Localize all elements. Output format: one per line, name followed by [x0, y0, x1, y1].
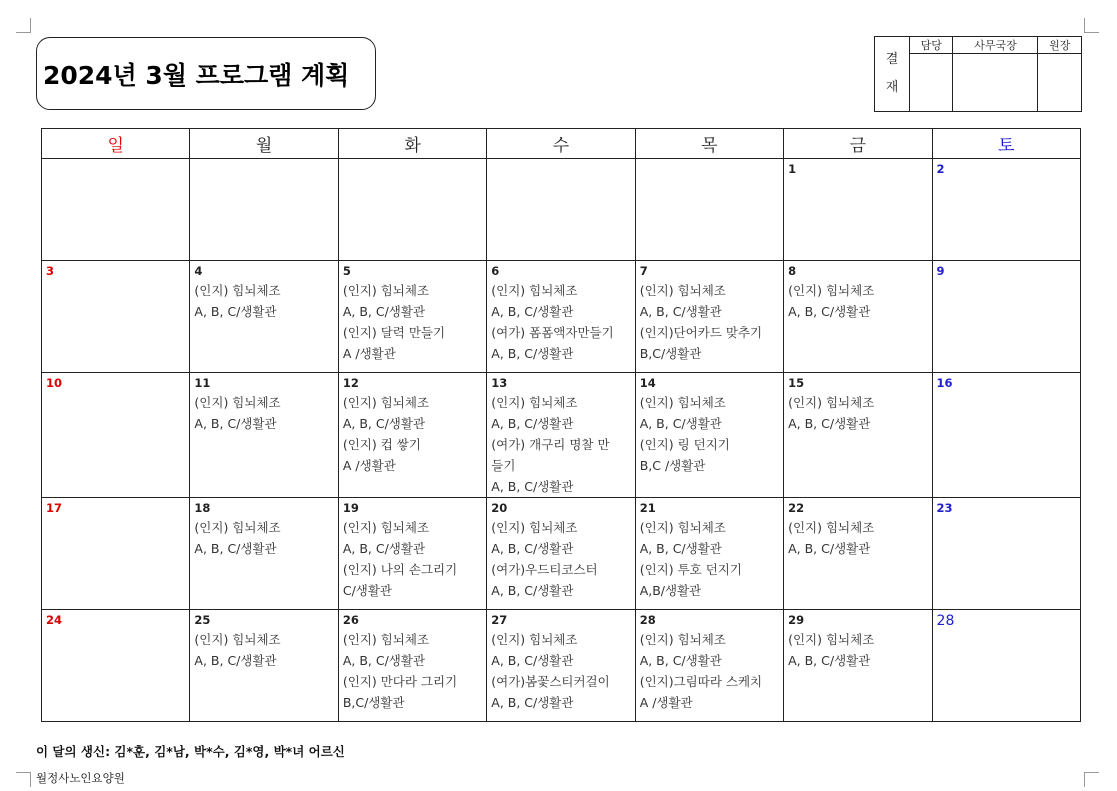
day-number: 7 — [639, 264, 648, 278]
program-entry: A /생활관 — [639, 695, 693, 710]
program-entry: A, B, C/생활관 — [194, 541, 277, 556]
program-entry: (인지) 힘뇌체조 — [194, 632, 281, 647]
calendar-table — [41, 128, 1081, 722]
calendar-day-cell[interactable] — [635, 498, 783, 610]
program-entry: (인지) 달력 만들기 — [342, 325, 446, 340]
day-number: 8 — [788, 264, 797, 278]
calendar-day-cell[interactable] — [42, 261, 190, 373]
calendar-day-cell[interactable] — [42, 373, 190, 498]
day-number: 21 — [639, 501, 656, 515]
calendar-day-cell[interactable] — [784, 498, 932, 610]
approval-header-director: 사무국장 — [953, 37, 1038, 54]
approval-header-chief: 원장 — [1038, 37, 1082, 54]
program-entry: A, B, C/생활관 — [788, 653, 871, 668]
calendar-day-cell[interactable] — [932, 610, 1080, 722]
day-number: 16 — [936, 376, 953, 390]
program-entry: A, B, C/생활관 — [491, 304, 574, 319]
program-entry: (인지) 힘뇌체조 — [788, 395, 875, 410]
calendar-day-cell[interactable] — [487, 498, 635, 610]
day-number: 5 — [342, 264, 351, 278]
program-entry: (인지) 힘뇌체조 — [194, 283, 281, 298]
calendar-day-cell[interactable] — [635, 159, 783, 261]
calendar-day-cell[interactable] — [190, 373, 338, 498]
calendar-week-row — [42, 373, 1081, 498]
program-entry: (여가)우드티코스터 — [491, 562, 598, 577]
calendar-day-cell[interactable] — [338, 261, 486, 373]
program-entry: (인지) 만다라 그리기 — [342, 674, 458, 689]
day-number: 11 — [194, 376, 211, 390]
program-entry: B,C/생활관 — [639, 346, 702, 361]
program-entry: A, B, C/생활관 — [639, 416, 722, 431]
weekday-header: 목 — [635, 129, 783, 159]
program-entry: A, B, C/생활관 — [194, 653, 277, 668]
program-entry: C/생활관 — [342, 583, 393, 598]
calendar-day-cell[interactable] — [338, 498, 486, 610]
program-entry: A, B, C/생활관 — [491, 346, 574, 361]
calendar-day-cell[interactable] — [338, 373, 486, 498]
program-entry: (여가) 개구리 명찰 만 — [491, 437, 610, 452]
program-entry: (인지) 힘뇌체조 — [639, 520, 726, 535]
program-entry: (인지) 힘뇌체조 — [788, 632, 875, 647]
program-entry: (인지) 힘뇌체조 — [788, 520, 875, 535]
program-entry: A, B, C/생활관 — [788, 304, 871, 319]
weekday-header: 수 — [487, 129, 635, 159]
day-number: 23 — [936, 501, 953, 515]
calendar-day-cell[interactable] — [487, 610, 635, 722]
day-number: 10 — [46, 376, 63, 390]
program-entry: (인지)단어카드 맞추기 — [639, 325, 763, 340]
program-entry: A, B, C/생활관 — [194, 416, 277, 431]
approval-label — [875, 37, 910, 112]
program-entry: (인지) 힘뇌체조 — [491, 283, 578, 298]
day-number: 2 — [936, 162, 945, 176]
calendar-day-cell[interactable] — [784, 159, 932, 261]
approval-label-1: 결 — [885, 52, 899, 67]
calendar-day-cell[interactable] — [932, 498, 1080, 610]
program-entry: (인지) 힘뇌체조 — [491, 520, 578, 535]
calendar-day-cell[interactable] — [784, 610, 932, 722]
calendar-day-cell[interactable] — [635, 610, 783, 722]
day-number: 26 — [342, 613, 359, 627]
program-entry: (인지) 투호 던지기 — [639, 562, 742, 577]
day-number: 9 — [936, 264, 945, 278]
approval-sign-director[interactable] — [953, 54, 1038, 112]
page-title: 2024년 3월 프로그램 계획 — [43, 60, 350, 90]
program-entry: A, B, C/생활관 — [342, 653, 426, 668]
program-entry: (인지) 힘뇌체조 — [194, 395, 281, 410]
day-number: 22 — [788, 501, 805, 515]
calendar-day-cell[interactable] — [190, 498, 338, 610]
calendar-day-cell[interactable] — [42, 159, 190, 261]
approval-label-2: 재 — [885, 80, 899, 95]
birthdays-note: 이 달의 생신: 김*훈, 김*남, 박*수, 김*영, 박*녀 어르신 — [36, 744, 345, 759]
day-number: 24 — [46, 613, 63, 627]
day-number: 28 — [639, 613, 656, 627]
program-entry: (인지) 힘뇌체조 — [788, 283, 875, 298]
calendar-day-cell[interactable] — [635, 373, 783, 498]
program-entry: (인지) 힘뇌체조 — [342, 632, 430, 647]
day-number: 19 — [342, 501, 359, 515]
program-entry: A, B, C/생활관 — [491, 541, 574, 556]
program-entry: B,C /생활관 — [639, 458, 706, 473]
calendar-day-cell[interactable] — [932, 261, 1080, 373]
approval-table — [874, 36, 1082, 112]
calendar-day-cell[interactable] — [784, 373, 932, 498]
program-entry: A, B, C/생활관 — [342, 304, 426, 319]
title-box — [36, 37, 376, 110]
calendar-day-cell[interactable] — [42, 610, 190, 722]
program-entry: (인지) 나의 손그리기 — [342, 562, 458, 577]
program-entry: A, B, C/생활관 — [342, 541, 426, 556]
calendar-day-cell[interactable] — [42, 498, 190, 610]
calendar-day-cell[interactable] — [487, 261, 635, 373]
program-entry: A, B, C/생활관 — [491, 695, 574, 710]
program-entry: B,C/생활관 — [342, 695, 405, 710]
day-number: 18 — [194, 501, 211, 515]
program-entry: A, B, C/생활관 — [639, 304, 722, 319]
calendar-day-cell[interactable] — [190, 610, 338, 722]
calendar-day-cell[interactable] — [190, 159, 338, 261]
program-entry: A, B, C/생활관 — [491, 416, 574, 431]
program-entry: A, B, C/생활관 — [788, 416, 871, 431]
day-number: 12 — [342, 376, 359, 390]
program-entry: (인지) 힘뇌체조 — [639, 632, 726, 647]
program-entry: (인지) 힘뇌체조 — [194, 520, 281, 535]
program-entry: (인지) 링 던지기 — [639, 437, 730, 452]
day-number: 3 — [46, 264, 55, 278]
program-entry: (인지) 힘뇌체조 — [639, 283, 726, 298]
program-entry: (인지) 힘뇌체조 — [491, 632, 578, 647]
program-entry: (인지) 힘뇌체조 — [342, 395, 430, 410]
weekday-header: 화 — [338, 129, 486, 159]
organization-name: 월정사노인요양원 — [36, 771, 125, 785]
calendar-day-cell[interactable] — [190, 261, 338, 373]
program-entry: A /생활관 — [342, 346, 396, 361]
approval-sign-chief[interactable] — [1038, 54, 1082, 112]
program-entry: 들기 — [491, 458, 516, 473]
day-number: 4 — [194, 264, 203, 278]
day-number: 15 — [788, 376, 805, 390]
day-number: 29 — [788, 613, 805, 627]
crop-mark-top-right — [1084, 18, 1099, 33]
day-number: 14 — [639, 376, 656, 390]
program-entry: A, B, C/생활관 — [491, 653, 574, 668]
weekday-header: 월 — [190, 129, 338, 159]
program-entry: A, B, C/생활관 — [342, 416, 426, 431]
program-entry: A, B, C/생활관 — [491, 479, 574, 494]
program-entry: A, B, C/생활관 — [194, 304, 277, 319]
weekday-header: 금 — [784, 129, 932, 159]
day-number: 6 — [491, 264, 500, 278]
program-entry: (인지) 컵 쌓기 — [342, 437, 421, 452]
program-entry: (인지) 힘뇌체조 — [491, 395, 578, 410]
program-entry: A, B, C/생활관 — [639, 541, 722, 556]
program-entry: A, B, C/생활관 — [491, 583, 574, 598]
calendar-week-row — [42, 498, 1081, 610]
weekday-header: 일 — [42, 129, 190, 159]
day-number: 27 — [491, 613, 508, 627]
program-entry: (여가)봄꽃스티커걸이 — [491, 674, 610, 689]
program-entry: A,B/생활관 — [639, 583, 702, 598]
calendar-day-cell[interactable] — [932, 373, 1080, 498]
day-number: 1 — [788, 162, 797, 176]
program-entry: (여가) 폼폼액자만들기 — [491, 325, 614, 340]
weekday-header: 토 — [932, 129, 1080, 159]
day-number: 25 — [194, 613, 211, 627]
calendar-week-row — [42, 261, 1081, 373]
crop-mark-bottom-left — [16, 772, 31, 787]
day-number: 28 — [936, 613, 955, 629]
calendar-day-cell[interactable] — [932, 159, 1080, 261]
approval-sign-staff[interactable] — [910, 54, 953, 112]
program-entry: (인지) 힘뇌체조 — [342, 520, 430, 535]
weekday-header-row — [42, 129, 1081, 159]
day-number: 13 — [491, 376, 508, 390]
calendar-day-cell[interactable] — [338, 159, 486, 261]
crop-mark-top-left — [16, 18, 31, 33]
calendar-day-cell[interactable] — [635, 261, 783, 373]
calendar-week-row — [42, 610, 1081, 722]
program-entry: A, B, C/생활관 — [788, 541, 871, 556]
calendar-week-row — [42, 159, 1081, 261]
approval-header-staff: 담당 — [910, 37, 953, 54]
day-number: 20 — [491, 501, 508, 515]
program-entry: A /생활관 — [342, 458, 396, 473]
program-entry: (인지) 힘뇌체조 — [342, 283, 430, 298]
program-entry: (인지)그림따라 스케치 — [639, 674, 763, 689]
program-entry: (인지) 힘뇌체조 — [639, 395, 726, 410]
program-entry: A, B, C/생활관 — [639, 653, 722, 668]
crop-mark-bottom-right — [1084, 772, 1099, 787]
calendar-day-cell[interactable] — [784, 261, 932, 373]
day-number: 17 — [46, 501, 63, 515]
calendar-day-cell[interactable] — [487, 159, 635, 261]
calendar-day-cell[interactable] — [487, 373, 635, 498]
calendar-day-cell[interactable] — [338, 610, 486, 722]
